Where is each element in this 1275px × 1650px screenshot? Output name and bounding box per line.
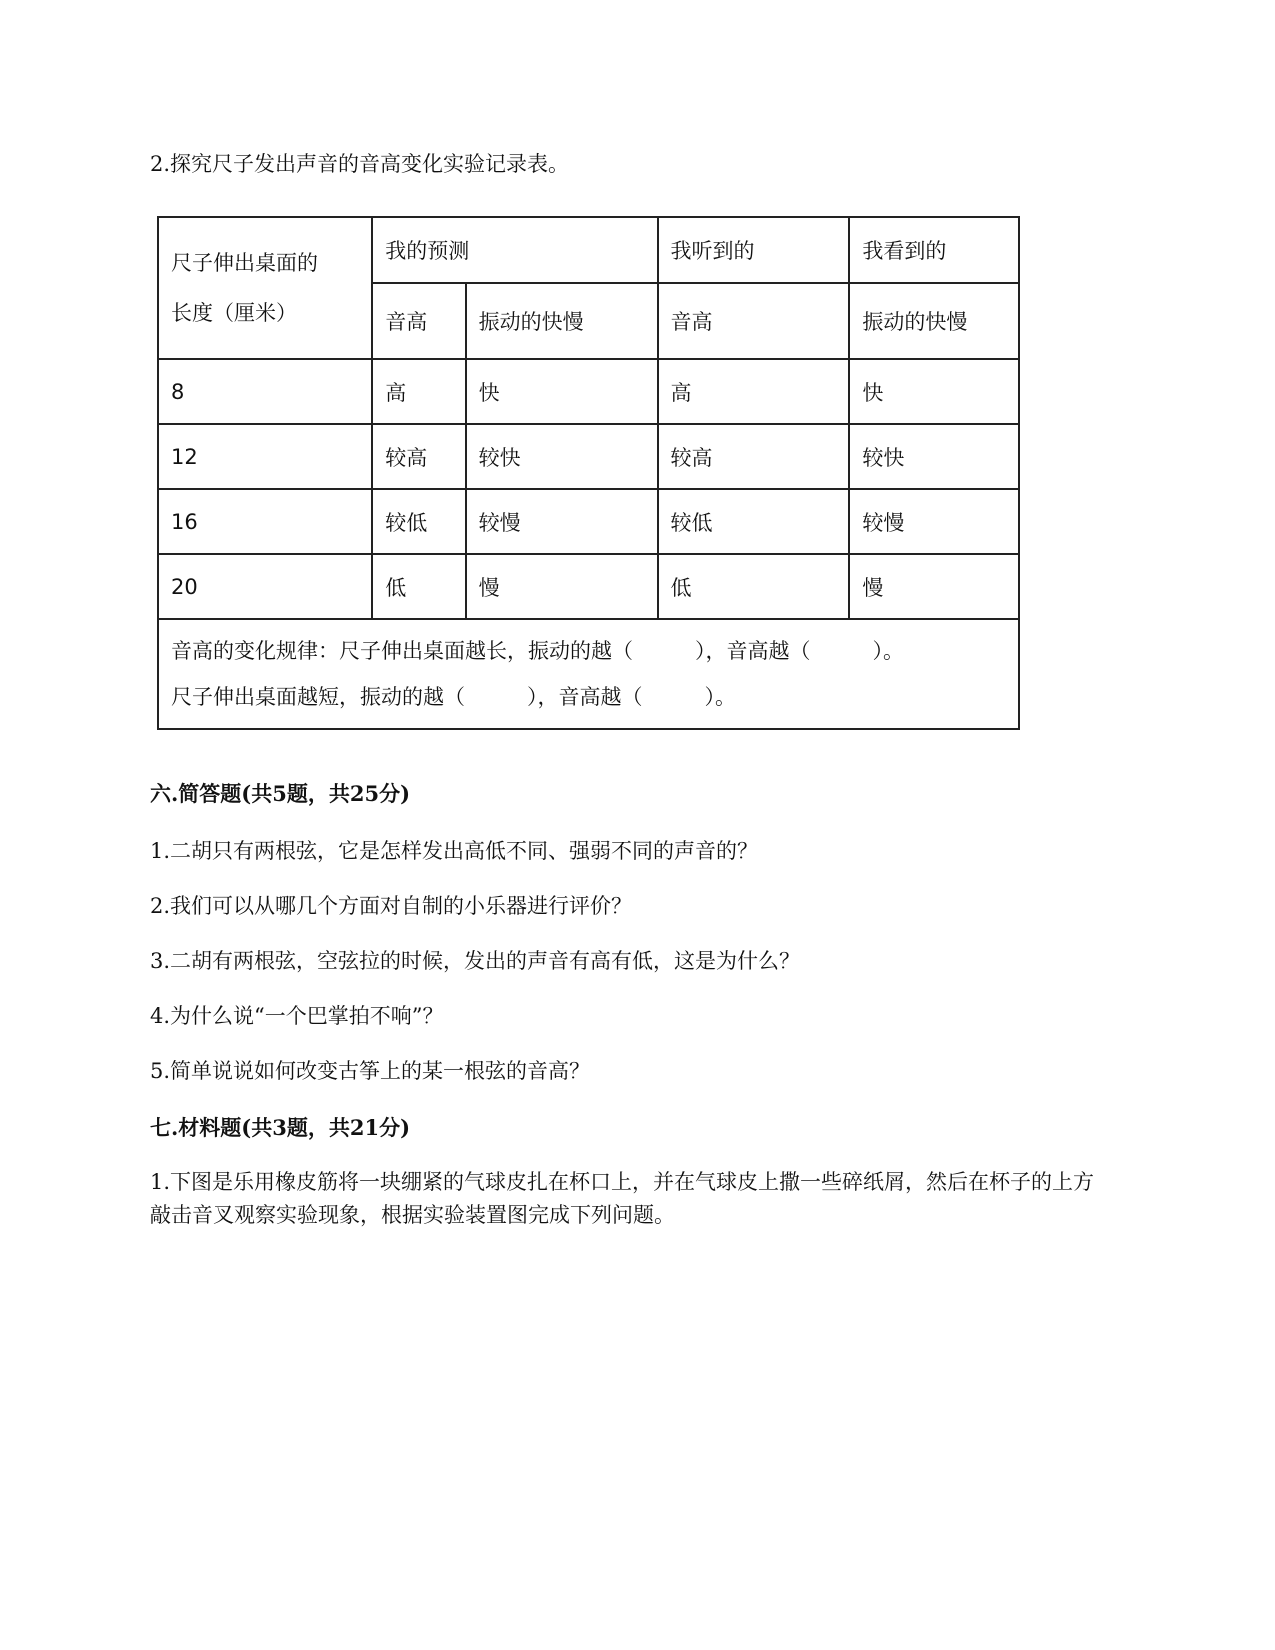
prediction-header: 我的预测 [372,217,657,283]
pred-vibration-cell: 快 [466,359,658,424]
note-line2-part-c: ）。 [704,685,736,709]
length-cell: 16 [158,489,372,554]
table-row [158,554,1019,619]
section-6-question-2: 2.我们可以从哪几个方面对自制的小乐器进行评价？ [150,894,633,918]
note-line1-part-a: 音高的变化规律：尺子伸出桌面越长，振动的越（ [171,639,633,663]
length-cell: 12 [158,424,372,489]
seen-vibration-header: 振动的快慢 [849,283,1019,359]
table-row [158,424,1019,489]
seen-header: 我看到的 [849,217,1019,283]
section-6-heading: 六.简答题(共5题，共25分) [150,781,411,806]
length-cell: 8 [158,359,372,424]
length-header [158,217,372,359]
note-line1-part-b: ），音高越（ [695,639,811,663]
heard-pitch-cell: 较低 [658,489,850,554]
section-6-question-5: 5.简单说说如何改变古筝上的某一根弦的音高？ [150,1059,591,1083]
heard-header: 我听到的 [658,217,850,283]
pred-vibration-cell: 慢 [466,554,658,619]
table-row [158,489,1019,554]
pitch-record-table [157,216,1020,730]
prediction-pitch-header: 音高 [372,283,465,359]
note-line2-part-b: ），音高越（ [527,685,643,709]
note-line2-part-a: 尺子伸出桌面越短，振动的越（ [171,685,465,709]
prediction-vibration-header: 振动的快慢 [466,283,658,359]
section-6-question-3: 3.二胡有两根弦，空弦拉的时候，发出的声音有高有低，这是为什么？ [150,949,801,973]
seen-vibration-cell: 较快 [849,424,1019,489]
pred-vibration-cell: 较快 [466,424,658,489]
question-2-intro: 2.探究尺子发出声音的音高变化实验记录表。 [150,152,570,176]
pred-pitch-cell: 较高 [372,424,465,489]
heard-pitch-cell: 低 [658,554,850,619]
heard-pitch-cell: 较高 [658,424,850,489]
section-7-heading: 七.材料题(共3题，共21分) [150,1115,411,1140]
note-line1-part-c: ）。 [872,639,904,663]
section-6-question-1: 1.二胡只有两根弦，它是怎样发出高低不同、强弱不同的声音的？ [150,839,759,863]
section-7-question-1: 1.下图是乐用橡皮筋将一块绷紧的气球皮扎在杯口上，并在气球皮上撒一些碎纸屑，然后在杯子的上方敲击音叉观察实验现象，根据实验装置图完成下列问题。 [150,1170,1095,1227]
pred-vibration-cell: 较慢 [466,489,658,554]
seen-vibration-cell: 慢 [849,554,1019,619]
heard-pitch-header: 音高 [658,283,850,359]
table-row [158,359,1019,424]
seen-vibration-cell: 较慢 [849,489,1019,554]
pred-pitch-cell: 高 [372,359,465,424]
length-header-line1: 尺子伸出桌面的 [171,251,318,275]
pred-pitch-cell: 较低 [372,489,465,554]
heard-pitch-cell: 高 [658,359,850,424]
pred-pitch-cell: 低 [372,554,465,619]
length-cell: 20 [158,554,372,619]
seen-vibration-cell: 快 [849,359,1019,424]
pitch-rule-note [158,619,1019,729]
section-6-question-4: 4.为什么说“一个巴掌拍不响”？ [150,1004,444,1028]
length-header-line2: 长度（厘米） [171,301,297,325]
